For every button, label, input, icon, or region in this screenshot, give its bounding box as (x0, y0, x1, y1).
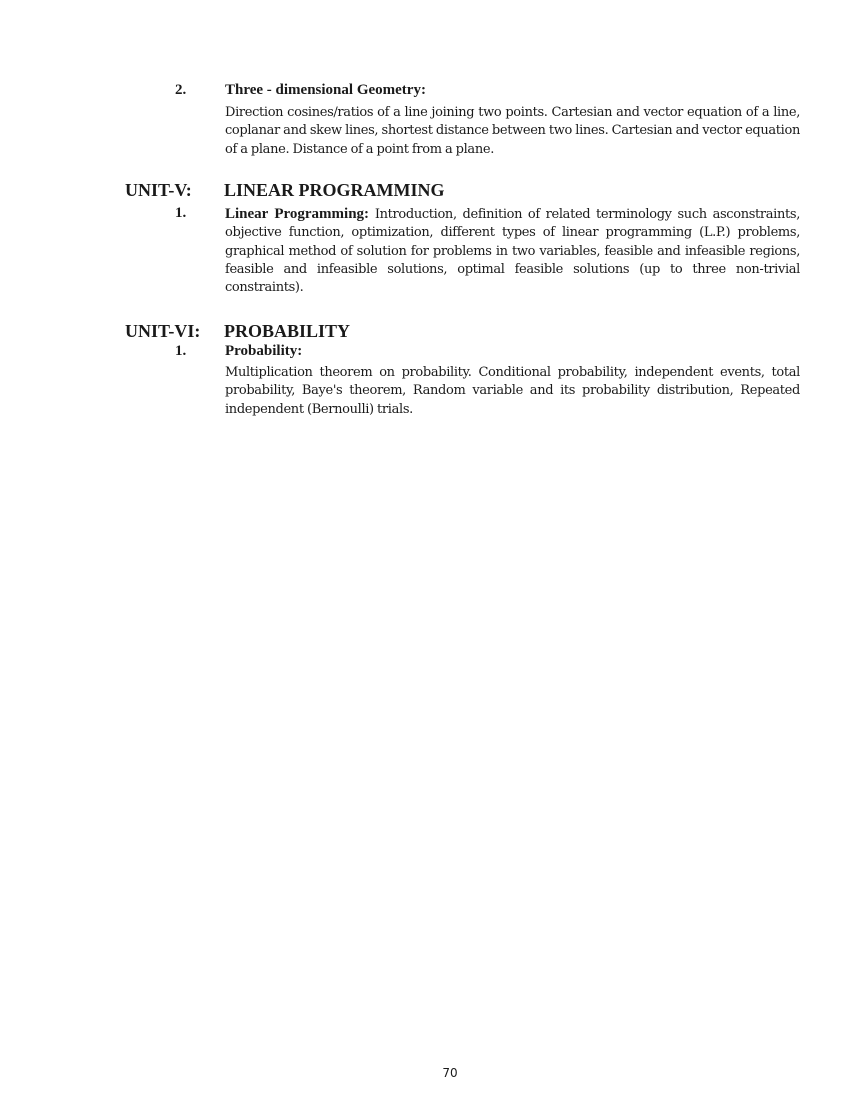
item-title: Linear Programming: (225, 206, 370, 222)
item-body (225, 205, 800, 297)
unit-title: LINEAR PROGRAMMING (224, 180, 445, 200)
unit-label: UNIT-VI: (125, 321, 201, 341)
section-title: Three - dimensional Geometry: (225, 82, 426, 98)
unit-title: PROBABILITY (224, 321, 351, 341)
item-text: Introduction, definition of related terminology such asconstraints, objective function, optimization, different types of linear programming (L.P.) problems, graphical method of solution for problems in two variables, feasible and infeasible regions, feasible and infeasible solutions, optimal feasible solutions (up to three non-trivial constraints). (225, 207, 800, 296)
item-body: Multiplication theorem on probability. Conditional probability, independent events, total probability, Baye's theorem, Random variable and its probability distribution, Repeated independent (Bernoulli) trials. (225, 365, 800, 417)
page-number: 70 (442, 1066, 458, 1080)
item-number: 1. (175, 343, 187, 359)
section-number: 2. (175, 82, 187, 98)
unit-label: UNIT-V: (125, 180, 192, 200)
section-body: Direction cosines/ratios of a line joining two points. Cartesian and vector equation of a line, coplanar and skew lines, shortest distance between two lines. Cartesian and vector equation of a plane. Distance of a point from a plane. (225, 105, 800, 157)
item-number: 1. (175, 205, 187, 221)
item-title: Probability: (225, 343, 303, 359)
